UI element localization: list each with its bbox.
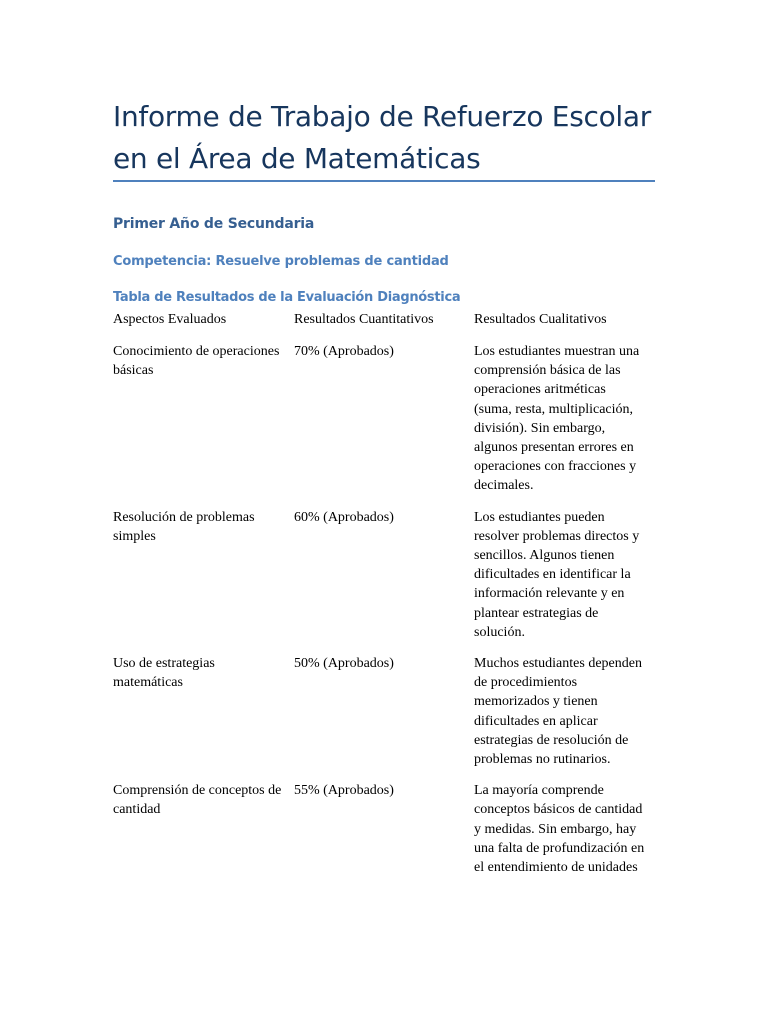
table-cell-quantitative: 55% (Aprobados): [294, 783, 394, 799]
heading-competency: Competencia: Resuelve problemas de cantidad: [113, 254, 449, 269]
table-header-quantitative: Resultados Cuantitativos: [294, 312, 434, 327]
table-cell-aspect: Comprensión de conceptos de cantidad: [113, 783, 282, 818]
table-cell-qualitative: Los estudiantes pueden resolver problemas directos y sencillos. Algunos tienen dificultades en identificar la información relevante y en plantear estrategias de solución.: [474, 509, 640, 640]
table-cell-quantitative: 70% (Aprobados): [294, 344, 394, 359]
table-cell-aspect: Uso de estrategias matemáticas: [113, 656, 215, 691]
table-header-aspects: Aspectos Evaluados: [113, 312, 227, 327]
table-row: [113, 781, 658, 877]
table-header-row: [113, 310, 658, 342]
table-row: [113, 342, 658, 496]
heading-table-title: Tabla de Resultados de la Evaluación Diagnóstica: [113, 290, 461, 305]
table-row: [113, 508, 658, 642]
document-title: Informe de Trabajo de Refuerzo Escolar en el Área de Matemáticas: [113, 100, 651, 175]
table-cell-qualitative: La mayoría comprende conceptos básicos de cantidad y medidas. Sin embargo, hay una falta de profundización en el entendimiento de unidades: [474, 783, 645, 876]
table-header-qualitative: Resultados Cualitativos: [474, 312, 607, 327]
table-row: [113, 654, 658, 769]
title-underline: [113, 180, 655, 182]
table-cell-qualitative: Muchos estudiantes dependen de procedimientos memorizados y tienen dificultades en aplicar estrategias de resolución de problemas no rutinarios.: [474, 656, 642, 768]
heading-grade-level: Primer Año de Secundaria: [113, 216, 315, 232]
table-cell-qualitative: Los estudiantes muestran una comprensión básica de las operaciones aritméticas (suma, resta, multiplicación, división). Sin embargo, algunos presentan errores en operaciones con fracciones y decimales.: [474, 344, 640, 494]
table-cell-aspect: Conocimiento de operaciones básicas: [113, 344, 280, 379]
table-cell-quantitative: 50% (Aprobados): [294, 656, 394, 672]
table-cell-quantitative: 60% (Aprobados): [294, 509, 394, 525]
results-table: [113, 310, 658, 889]
table-cell-aspect: Resolución de problemas simples: [113, 509, 255, 544]
